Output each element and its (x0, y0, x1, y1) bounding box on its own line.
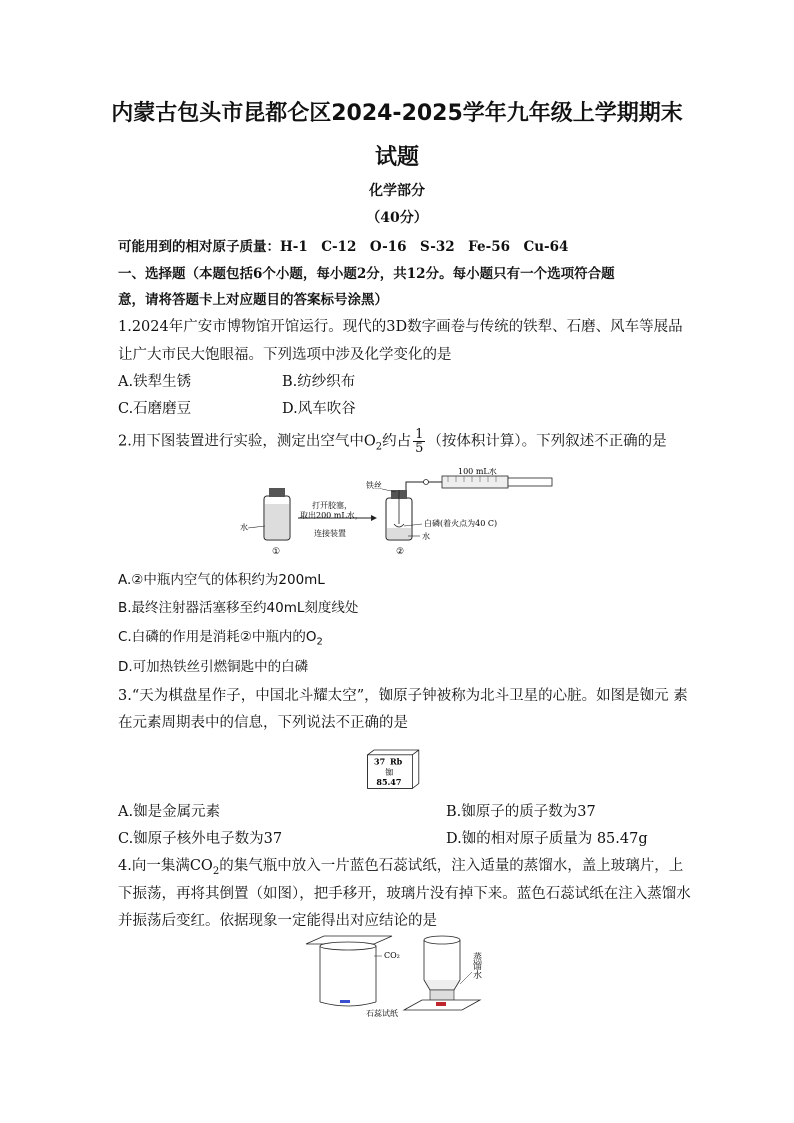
label-2: ② (396, 547, 405, 557)
q4-stem-post: 的集气瓶中放入一片蓝色石蕊试纸，注入适量的蒸馏水，盖上玻璃片，上 (219, 858, 684, 874)
q1-option-b: B.纺纱织布 (282, 374, 356, 390)
red-litmus-paper (436, 1002, 446, 1006)
step-text-1: 打开胶塞， (312, 501, 352, 510)
subtitle: 化学部分 (369, 183, 425, 199)
q1-option-a: A.铁犁生锈 (118, 374, 192, 390)
phosphorus-label: 白磷(着火点为40 C) (424, 519, 498, 528)
bottle-2-water (387, 528, 411, 539)
element-name: 铷 (385, 767, 394, 777)
q2-apparatus-figure (236, 468, 556, 560)
clamp (424, 480, 429, 485)
blue-litmus-paper (340, 1000, 350, 1003)
water-label-vertical (471, 951, 482, 979)
q4-stem-pre: 4.向一集满CO (118, 858, 213, 874)
fraction-numerator: 1 (415, 427, 424, 442)
page-title-line2: 试题 (374, 145, 419, 170)
q1-option-d: D.风车吹谷 (282, 401, 356, 417)
co2-label: CO₂ (384, 951, 400, 960)
element-card-rb (366, 745, 422, 795)
atomic-masses: 可能用到的相对原子质量：H-1 C-12 O-16 S-32 Fe-56 Cu-64 (118, 239, 569, 255)
q2-stem-sub: 2 (375, 441, 383, 453)
q2-option-c-sub: 2 (316, 636, 323, 648)
section-heading-line1: 一、选择题（本题包括6个小题，每小题2分，共12分。每小题只有一个选项符合题 (118, 266, 615, 282)
q1-option-c: C.石磨磨豆 (118, 401, 192, 417)
syringe-label: 100 mL水 (458, 468, 497, 476)
q3-option-b: B.铷原子的质子数为37 (446, 804, 596, 820)
step-text-2: 取出200 mL水， (300, 511, 363, 520)
wire-label: 铁丝 (366, 481, 382, 490)
bottle-1-stopper (269, 488, 285, 497)
q2-stem-mid: 约占 (382, 433, 412, 450)
q1-stem-line1: 1.2024年广安市博物馆开馆运行。现代的3D数字画卷与传统的铁犁、石磨、风车等展品 (118, 319, 683, 335)
q4-stem-sub: 2 (212, 865, 220, 877)
q4-stem-line2: 下振荡，再将其倒置（如图），把手移开，玻璃片没有掉下来。蓝色石蕊试纸在注入蒸馏水 (118, 886, 691, 902)
q2-option-d: D.可加热铁丝引燃铜匙中的白磷 (118, 659, 309, 675)
fraction (413, 428, 425, 455)
element-number: 37 (374, 756, 386, 767)
q3-option-c: C.铷原子核外电子数为37 (118, 831, 283, 847)
label-1: ① (272, 547, 281, 557)
gas-jar-right (424, 980, 460, 990)
syringe-plunger (508, 478, 552, 486)
q3-option-d: D.铷的相对原子质量为 85.47g (446, 831, 648, 847)
q1-stem-line2: 让广大市民大饱眼福。下列选项中涉及化学变化的是 (118, 347, 452, 363)
bottle-1-water (265, 504, 289, 539)
q2-stem-post: （按体积计算）。下列叙述不正确的是 (427, 433, 667, 450)
q2-stem-pre: 2.用下图装置进行实验，测定出空气中O (118, 433, 376, 450)
q3-option-a: A.铷是金属元素 (118, 804, 221, 820)
q2-option-a: A.②中瓶内空气的体积约为200mL (118, 572, 325, 588)
page-title: 内蒙古包头市昆都仑区2024-2025学年九年级上学期期末 (111, 101, 683, 126)
q3-stem-line2: 在元素周期表中的信息，下列说法不正确的是 (118, 715, 408, 731)
water-label-right: 水 (422, 532, 430, 541)
q2-option-c (118, 625, 323, 648)
element-mass: 85.47 (376, 777, 402, 788)
distilled-water-label: 蒸馏水 (471, 952, 481, 979)
q2-option-b: B.最终注射器活塞移至约40mL刻度线处 (118, 600, 359, 616)
syringe-barrel (442, 476, 508, 488)
q4-gas-jar-figure (300, 932, 500, 1022)
q4-stem-line1 (118, 854, 683, 877)
q2-option-c-text: C.白磷的作用是消耗②中瓶内的O (118, 629, 317, 645)
q4-stem-line3: 并振荡后变红。依据现象一定能得出对应结论的是 (118, 913, 437, 929)
step-text-3: 连接装置 (314, 529, 346, 538)
q2-stem (118, 428, 667, 455)
fraction-denominator: 5 (415, 441, 424, 456)
section-heading-line2: 意，请将答题卡上对应题目的答案标号涂黑） (118, 292, 388, 308)
water-label-left: 水 (240, 523, 248, 532)
score-note: （40分） (366, 210, 428, 226)
q3-stem-line1: 3.“天为棋盘星作子，中国北斗耀太空”，铷原子钟被称为北斗卫星的心脏。如图是铷元 素 (118, 688, 688, 704)
paper-label: 石蕊试纸 (366, 1009, 398, 1018)
element-symbol: Rb (390, 756, 403, 767)
